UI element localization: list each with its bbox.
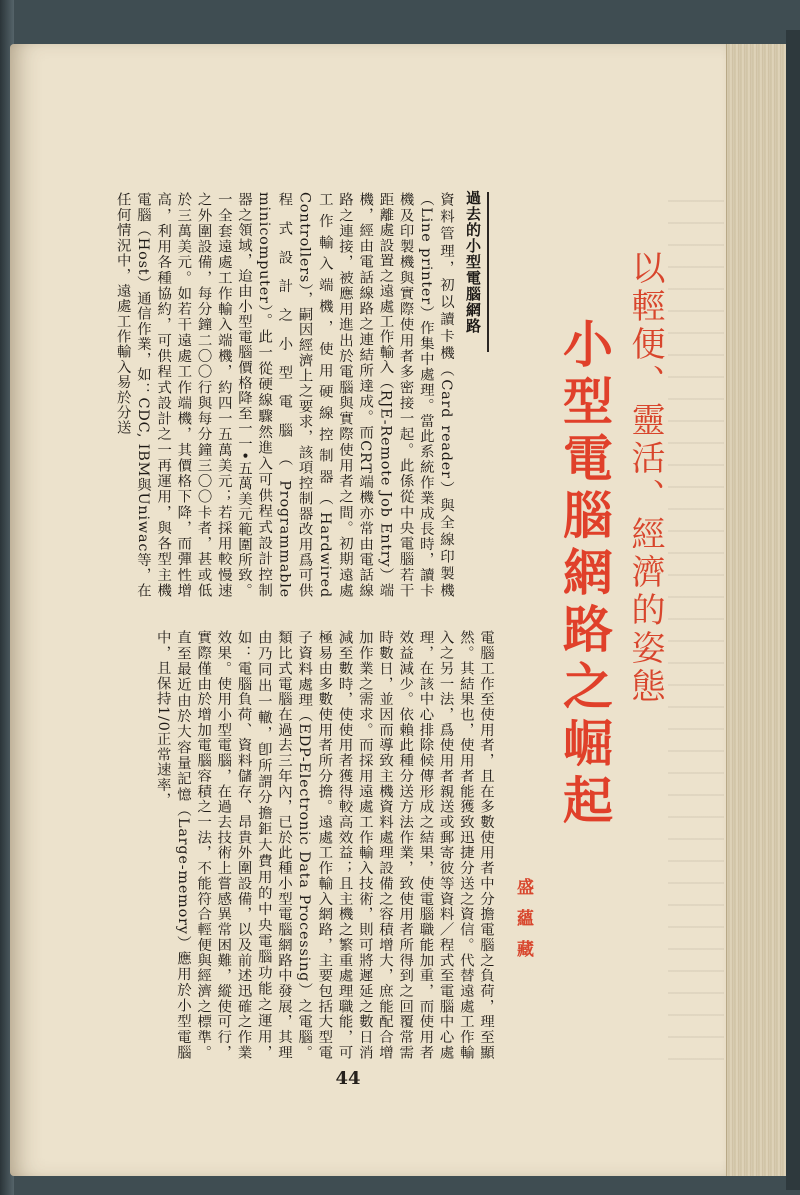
section-heading-rule: [487, 192, 489, 352]
bleed-through-texture: [668, 180, 724, 1060]
article-subtitle: 以輕便、靈活、經濟的姿態: [625, 250, 665, 706]
page-edges: [726, 44, 789, 1176]
section-heading: 過去的小型電腦網路: [464, 190, 482, 334]
page-number: 44: [335, 1068, 361, 1089]
book-cover-right: [786, 30, 800, 1190]
body-text-lower: 電腦工作至使用者，且在多數使用者中分擔電腦之負荷，理至顯然。其結果也，使用者能獲致迅捷分送之資信。代替遠處工作輸入之另一法，爲使用者親送或郵寄彼等資料／程式至電腦中心處理，在該中心排除候傳形成之結果，使電腦職能加重，而使用者效益減少。依賴此種分送方法作業，致使用者所得到之回覆常需時數日，並因而導致主機資料處理設備之容積增大，庶能配合增加作業之需求。而採用遠處工作輸入技術，則可將遲延之數日消減至數時，使使用者獲得較高效益；且主機之繁重處理職能，可極易由多數使用者所分擔。遠處工作輸入網路，主要包括大型電子資料處理（EDP-Electronic Data Processing）之電腦。類比式電腦在過去三年內，已於此種小型電腦網路中發展，其理由乃同出一轍，卽所謂分擔鉅大費用的中央電腦功能之運用，如：電腦負荷、資料儲存、昂貴外圍設備，以及前述迅確之作業效果。使用小型電腦，在過去技術上嘗感異常困難，縱使可行，實際僅由於增加電腦容積之一法，不能符合輕便與經濟之標準。直至最近由於大容量記憶（Large-memory）應用於小型電腦中，且保持1/0正常速率，: [154, 630, 494, 1060]
body-text-upper: 資料管理，初以讀卡機（Card reader）與全線印製機（Line printer）作集中處理。當此系統作業成長時，讀卡機及印製機與實際使用者多密接一起。此係從中央電腦若干距離處設置之遠處工作輸入（RJE-Remote Job Entry）端機，經由電話線路之連結所達成。而CRT端機亦常由電話線路之連接，被應用進出於電腦與實際使用者之間。初期遠處工作輸入端機，使用硬線控制器（Hardwired Controllers），嗣因經濟上之要求，該項控制器改用爲可供程式設計之小型電腦（Programmable minicomputer）。此一從硬線驟然進入可供程式設計控制器之領域，迨由小型電腦價格降至一一•五萬美元範圍所致。一全套遠處工作輸入端機，約四一五萬美元；若採用較慢速之外圍設備，每分鐘二〇〇行與每分鐘三〇〇卡者，甚或低於三萬美元。如若干遠處工作端機，其價格下降，而彈性增高，利用各種協約，可供程式設計之一再運用，與各型主機電腦（Host）通信作業，如：CDC, IBM與Uniwac等，在任何情況中，遠處工作輸入易於分送: [114, 192, 454, 598]
article-title: 小型電腦網路之崛起: [555, 318, 613, 831]
article-author: 盛蘊藏: [513, 878, 533, 971]
